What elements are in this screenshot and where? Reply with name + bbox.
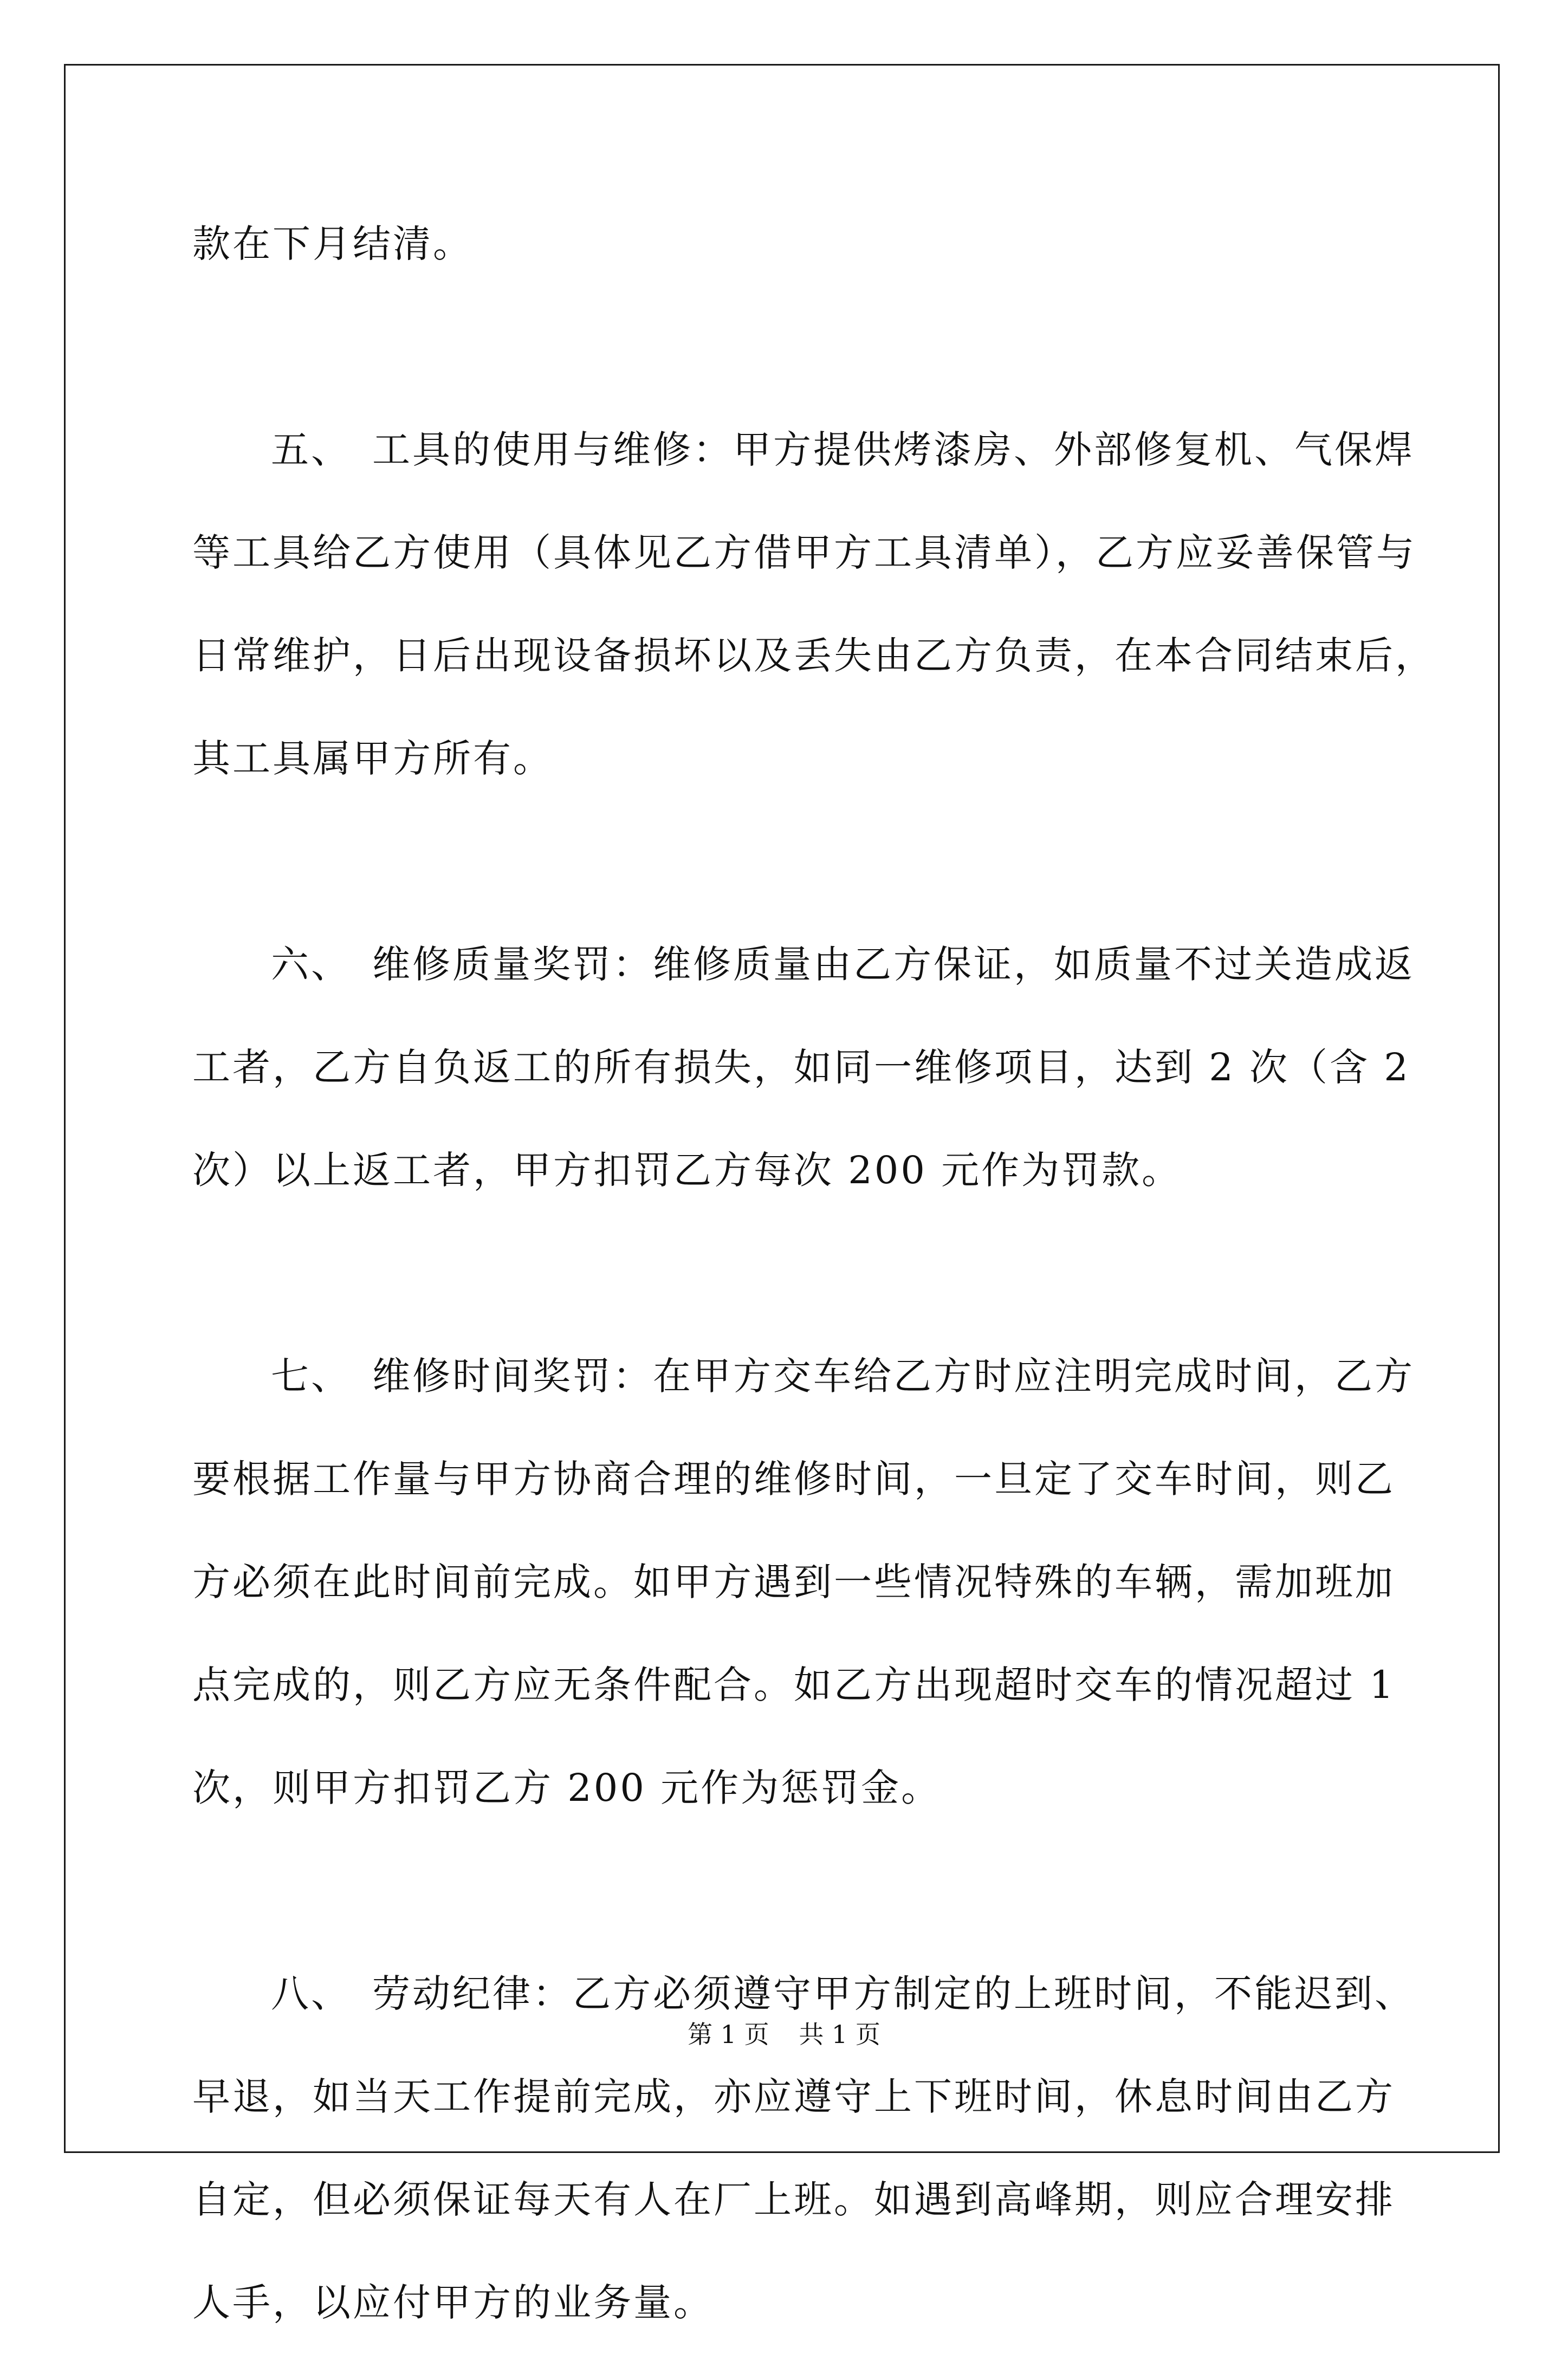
text-line: 要根据工作量与甲方协商合理的维修时间，一旦定了交车时间，则乙 [192,1457,1395,1501]
blank-line [192,1839,1422,1942]
page-number-current: 第 1 页 [688,2020,769,2049]
blank-line [192,295,1422,398]
section-5-heading-line: 五、 工具的使用与维修：甲方提供烤漆房、外部修复机、气保焊 [271,427,1415,472]
text-line: 次）以上返工者，甲方扣罚乙方每次 200 元作为罚款。 [192,1148,1182,1192]
section-6-heading-line: 六、 维修质量奖罚：维修质量由乙方保证，如质量不过关造成返 [271,942,1415,987]
page-footer [0,2018,1568,2051]
blank-line [192,1222,1422,1325]
section-7-heading-line: 七、 维修时间奖罚：在甲方交车给乙方时应注明完成时间，乙方 [271,1354,1415,1398]
text-line: 日常维护，日后出现设备损坏以及丢失由乙方负责，在本合同结束后， [192,633,1435,678]
text-line: 人手，以应付甲方的业务量。 [192,2280,714,2325]
text-line: 款在下月结清。 [192,222,473,266]
section-8-heading-line: 八、 劳动纪律：乙方必须遵守甲方制定的上班时间，不能迟到、 [271,1972,1415,2016]
text-line: 方必须在此时间前完成。如甲方遇到一些情况特殊的车辆，需加班加 [192,1560,1395,1604]
text-line: 点完成的，则乙方应无条件配合。如乙方出现超时交车的情况超过 1 [192,1663,1396,1707]
text-line: 次，则甲方扣罚乙方 200 元作为惩罚金。 [192,1766,942,1810]
text-line: 自定，但必须保证每天有人在厂上班。如遇到高峰期，则应合理安排 [192,2177,1395,2222]
text-line: 工者，乙方自负返工的所有损失，如同一维修项目，达到 2 次（含 2 [192,1045,1410,1090]
text-line: 等工具给乙方使用（具体见乙方借甲方工具清单），乙方应妥善保管与 [192,530,1416,575]
text-line: 其工具属甲方所有。 [192,736,553,781]
text-line: 早退，如当天工作提前完成，亦应遵守上下班时间，休息时间由乙方 [192,2074,1395,2119]
blank-line [192,810,1422,913]
page-number-total: 共 1 页 [799,2020,880,2049]
